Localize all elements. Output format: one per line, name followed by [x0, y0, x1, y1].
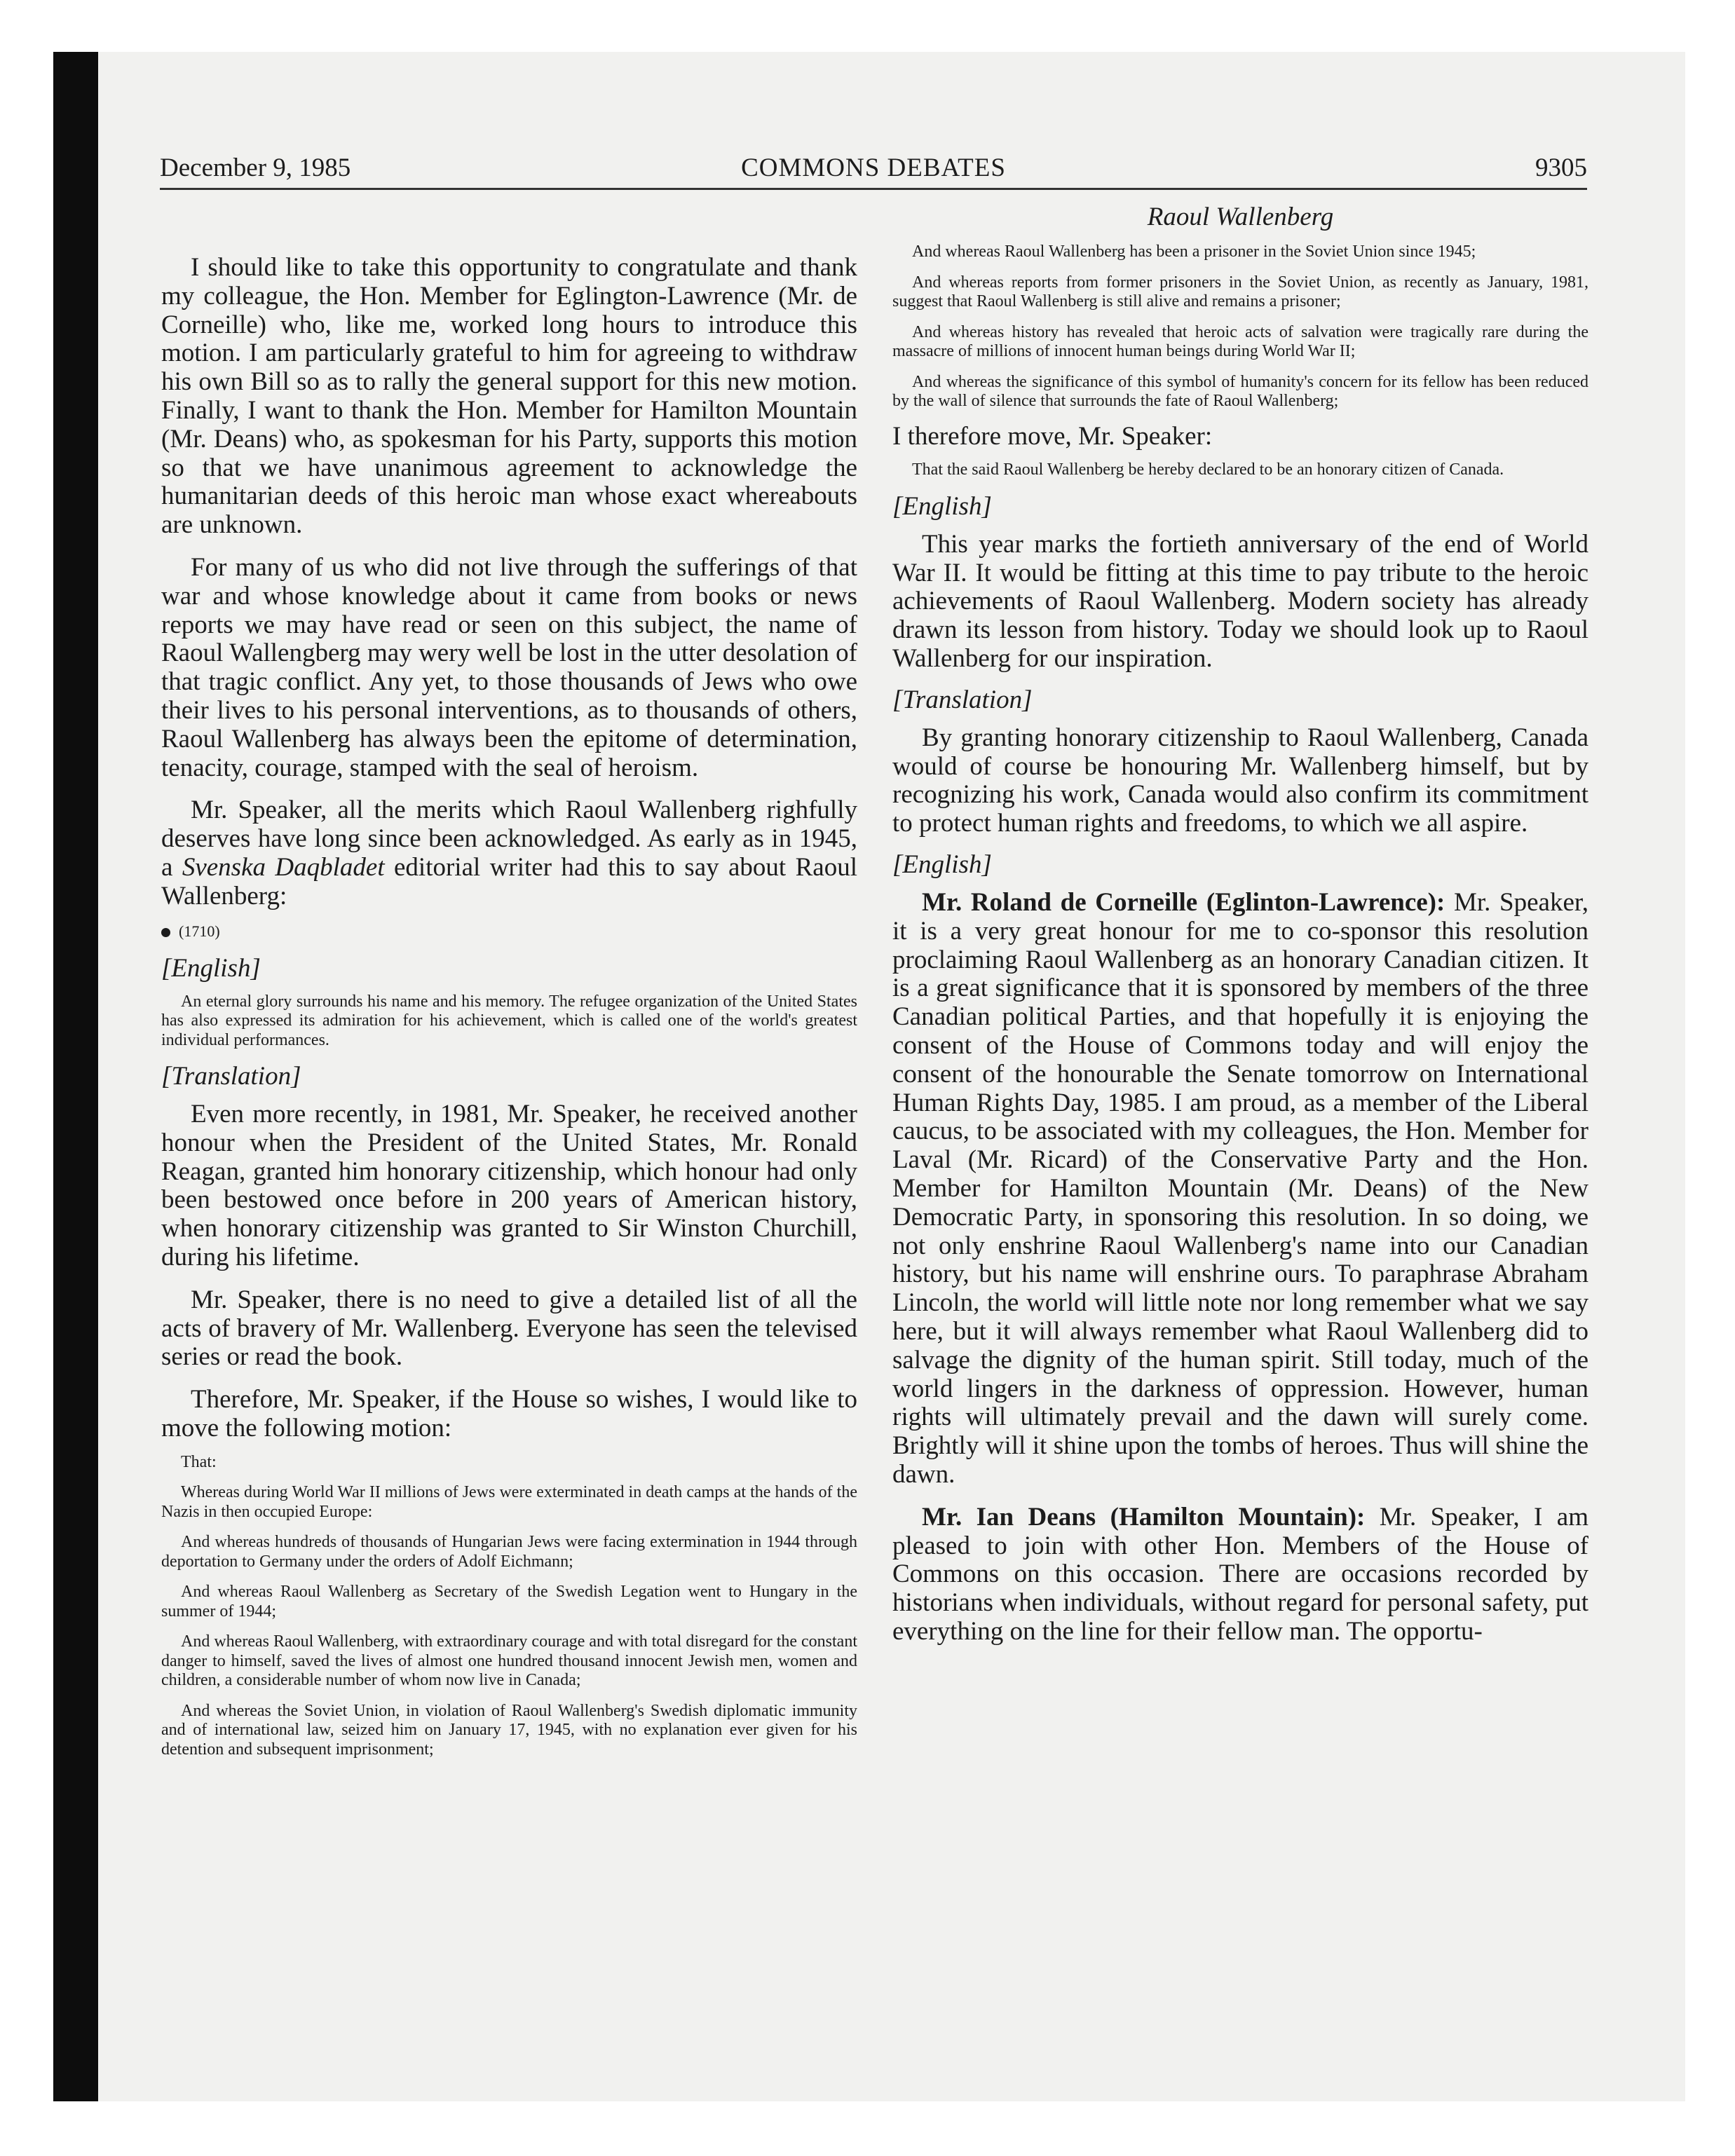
motion-move: I therefore move, Mr. Speaker: — [892, 421, 1213, 451]
paragraph: By granting honorary citizenship to Raoul Wallenberg, Canada would of course be honouring Mr. Wallenberg himself, but by recognizing his work, Canada would also confirm its commitment to protect human rights and freedoms, to which we all aspire. — [892, 723, 1588, 838]
speaker-name: Mr. Roland de Corneille (Eglinton-Lawrence): — [922, 887, 1445, 917]
motion-clause: And whereas Raoul Wallenberg has been a prisoner in the Soviet Union since 1945; — [912, 243, 1476, 261]
speech-text: Mr. Speaker, it is a very great honour for me to co-sponsor this resolution proclaiming Raoul Wallenberg as an honorary Canadian citizen. It is a great significance that it is sponsored by members of the three Canadian political Parties, and that hopefully it is enjoying the consent of the House of Commons today and will enjoy the consent of the honourable the Senate tomorrow on International Human Rights Day, 1985. I am proud, as a member of the Liberal caucus, to be associated with my colleagues, the Hon. Member for Laval (Mr. Ricard) of the Conservative Party and the Hon. Member for Hamilton Mountain (Mr. Deans) of the New Democratic Party, in sponsoring this resolution. In so doing, we not only enshrine Raoul Wallenberg's name into our Canadian history, but his name will enshrine ours. To paraphrase Abraham Lincoln, the world will little note nor long remember what we say here, but it will always remember what Raoul Wallenberg did to salvage the dignity of the human spirit. Still today, much of the world lingers in the darkness of oppression. However, human rights will ultimately prevail and the dawn will surely come. Brightly will it shine upon the tombs of heroes. Thus will shine the dawn. — [892, 887, 1588, 1489]
speech-paragraph — [892, 889, 1588, 1489]
paragraph: Even more recently, in 1981, Mr. Speaker, he received another honour when the President of the United States, Mr. Ronald Reagan, granted him honorary citizenship, which honour had only been bestowed once before in 200 years of American history, when honorary citizenship was granted to Sir Winston Churchill, during his lifetime. — [161, 1100, 857, 1272]
motion-clause: And whereas Raoul Wallenberg, with extraordinary courage and with total disregard for the constant danger to himself, saved the lives of almost one hundred thousand innocent Jewish men, women and children, a considerable number of whom now live in Canada; — [161, 1632, 857, 1690]
language-tag: [English] — [161, 953, 261, 983]
paragraph: This year marks the fortieth anniversary of the end of World War II. It would be fitting at this time to pay tribute to the heroic achievements of Raoul Wallenberg. Modern society has already drawn its lesson from history. Today we should look up to Raoul Wallenberg for our inspiration. — [892, 529, 1588, 673]
scan-edge — [53, 52, 98, 2101]
motion-that: That: — [181, 1452, 217, 1471]
paragraph — [161, 796, 857, 910]
header-date: December 9, 1985 — [160, 153, 351, 182]
motion-clause: And whereas Raoul Wallenberg as Secretary of the Swedish Legation went to Hungary in the summer of 1944; — [161, 1583, 857, 1621]
header-title: COMMONS DEBATES — [741, 153, 1006, 182]
paragraph: Mr. Speaker, there is no need to give a detailed list of all the acts of bravery of Mr. Wallenberg. Everyone has seen the televised series or read the book. — [161, 1285, 857, 1372]
left-column — [161, 203, 857, 1770]
motion-clause: And whereas reports from former prisoners in the Soviet Union, as recently as January, 1981, suggest that Raoul Wallenberg is still alive and remains a prisoner; — [892, 273, 1588, 311]
resolution-text: That the said Raoul Wallenberg be hereby declared to be an honorary citizen of Canada. — [912, 460, 1504, 479]
language-tag: [Translation] — [892, 685, 1033, 714]
paragraph: I should like to take this opportunity to congratulate and thank my colleague, the Hon. Member for Eglington-Lawrence (Mr. de Corneille) who, like me, worked long hours to introduce this motion. I am particularly grateful to him for agreeing to withdraw his own Bill so as to rally the general support for this new motion. Finally, I want to thank the Hon. Member for Hamilton Mountain (Mr. Deans) who, as spokesman for his Party, supports this motion so that we have unanimous agreement to acknowledge the humanitarian deeds of this heroic man whose exact whereabouts are unknown. — [161, 253, 857, 540]
speech-paragraph — [892, 1503, 1588, 1646]
paragraph: Therefore, Mr. Speaker, if the House so wishes, I would like to move the following motion: — [161, 1385, 857, 1442]
newspaper-title: Svenska Daqbladet — [182, 852, 385, 882]
header-rule — [160, 188, 1587, 190]
right-column — [892, 203, 1588, 1646]
motion-clause: And whereas the Soviet Union, in violation of Raoul Wallenberg's Swedish diplomatic immunity and of international law, seized him on January 17, 1945, with no explanation ever given for his detention and subsequent imprisonment; — [161, 1701, 857, 1759]
speaker-name: Mr. Ian Deans (Hamilton Mountain): — [922, 1502, 1366, 1531]
time-marker-text: (1710) — [179, 922, 220, 940]
time-marker — [161, 921, 857, 942]
text-run: Mr. Speaker, all the merits which Raoul Wallenberg righfully deserves have long since been acknowledged. As early as in 1945, a — [161, 796, 857, 882]
bullet-icon — [161, 928, 170, 937]
page-header — [160, 153, 1587, 189]
header-page-number: 9305 — [1535, 153, 1587, 182]
quotation: An eternal glory surrounds his name and his memory. The refugee organization of the United States has also expressed its admiration for his achievement, which is called one of the world's greatest individual performances. — [161, 992, 857, 1049]
language-tag: [English] — [892, 850, 992, 879]
motion-clause: Whereas during World War II millions of Jews were exterminated in death camps at the hands of the Nazis in then occupied Europe: — [161, 1483, 857, 1521]
text-run: editorial writer had this to say about Raoul Wallenberg: — [161, 852, 857, 910]
motion-clause: And whereas hundreds of thousands of Hungarian Jews were facing extermination in 1944 through deportation to Germany under the orders of Adolf Eichmann; — [161, 1533, 857, 1571]
language-tag: [English] — [892, 491, 992, 521]
motion-clause: And whereas history has revealed that heroic acts of salvation were tragically rare during the massacre of millions of innocent human beings during World War II; — [892, 322, 1588, 360]
motion-clause: And whereas the significance of this symbol of humanity's concern for its fellow has been reduced by the wall of silence that surrounds the fate of Raoul Wallenberg; — [892, 372, 1588, 410]
paragraph: For many of us who did not live through the sufferings of that war and whose knowledge about it came from books or news reports we may have read or seen on this subject, the name of Raoul Wallengberg may wery well be lost in the utter desolation of that tragic conflict. Any yet, to those thousands of Jews who owe their lives to his personal interventions, as to thousands of others, Raoul Wallenberg has always been the epitome of determination, tenacity, courage, stamped with the seal of heroism. — [161, 552, 857, 782]
language-tag: [Translation] — [161, 1062, 301, 1091]
section-title: Raoul Wallenberg — [1147, 203, 1334, 231]
speech-text: Mr. Speaker, I am pleased to join with other Hon. Members of the House of Commons on this occasion. There are occasions recorded by historians when individuals, without regard for personal safety, put everything on the line for their fellow man. The opportu- — [892, 1502, 1588, 1646]
